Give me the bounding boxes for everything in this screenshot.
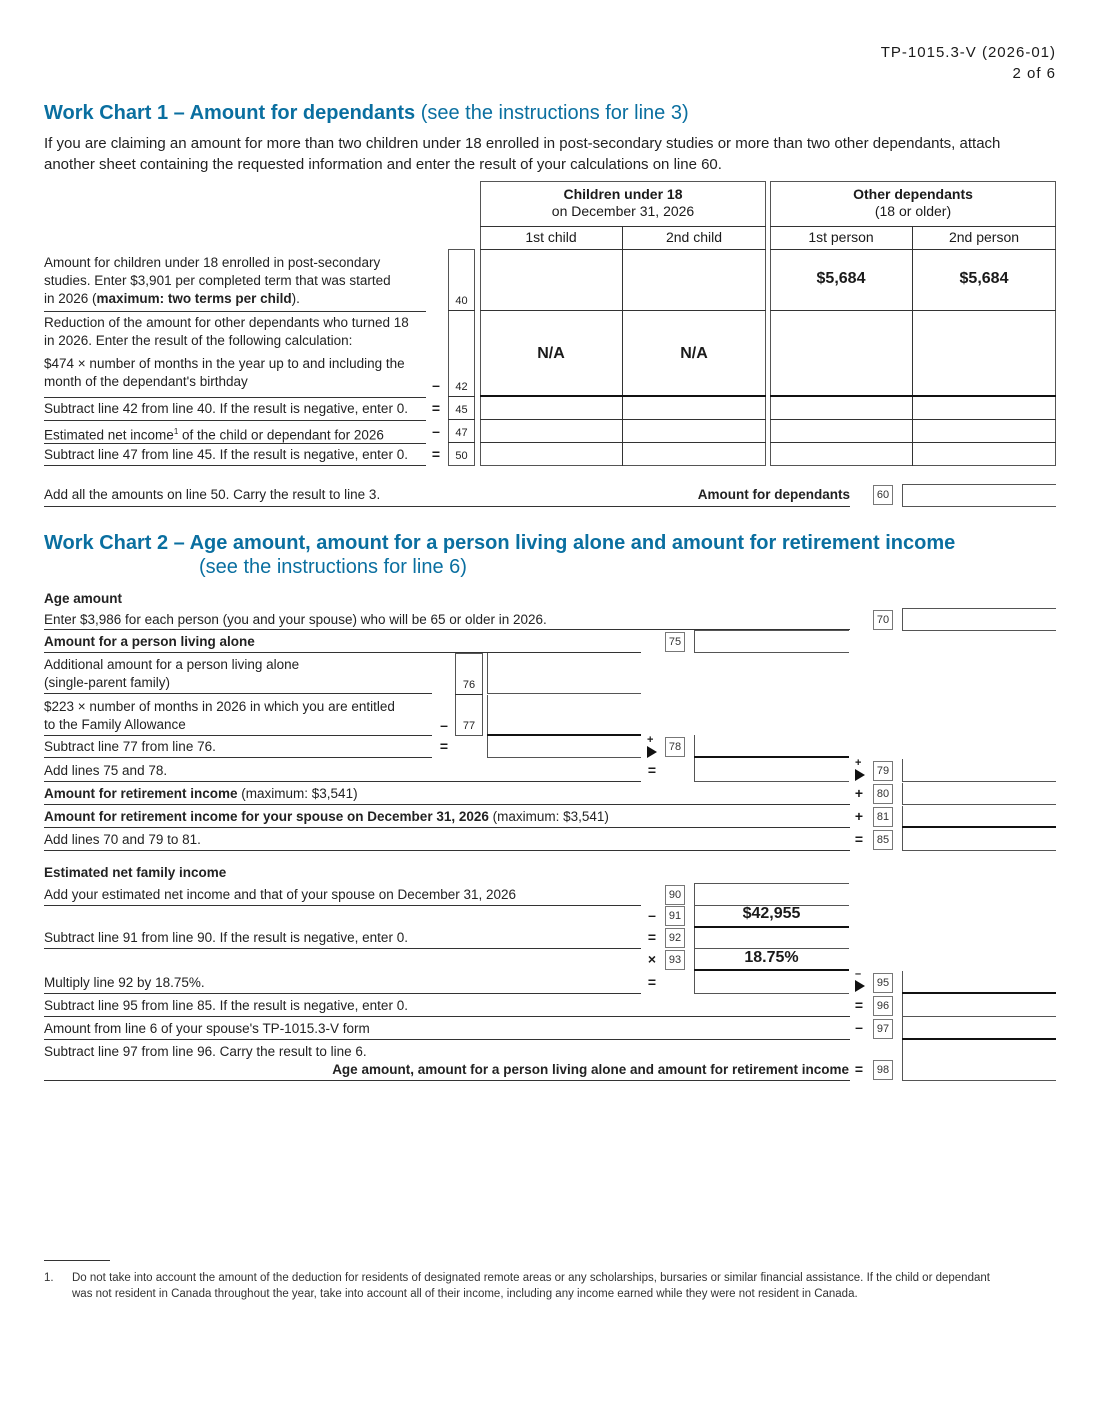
line85-input[interactable] [902, 828, 1056, 851]
line40-person1-value[interactable]: $5,684 [816, 270, 866, 287]
line-76-number: 76 [462, 679, 476, 691]
op-eq-79: = [647, 762, 657, 778]
chart1-title: Work Chart 1 – Amount for dependants (see the instructions for line 3) [44, 102, 689, 124]
carry-arrow-95-icon [855, 980, 865, 992]
op-minus-42: – [432, 377, 440, 393]
line47-child1-input[interactable] [481, 420, 622, 442]
line-50-number: 50 [455, 450, 468, 462]
line81-input[interactable] [902, 806, 1056, 828]
line42-child1-value: N/A [537, 345, 565, 362]
line-60-number: 60 [873, 485, 893, 505]
line92-input[interactable] [694, 928, 849, 949]
line90-label: Add your estimated net income and that of your spouse on December 31, 2026 [44, 887, 517, 902]
line-98-number: 98 [873, 1060, 893, 1080]
line95-result-input[interactable] [694, 971, 849, 994]
op-eq-98: = [854, 1061, 864, 1077]
line96-input[interactable] [902, 994, 1056, 1017]
line90-input[interactable] [694, 883, 849, 906]
line-96-number: 96 [873, 996, 893, 1016]
line-75-number: 75 [665, 632, 685, 652]
line-80-number: 80 [873, 784, 893, 804]
op-minus-47: – [432, 423, 440, 439]
op-eq-96: = [854, 997, 864, 1013]
line93-value: 18.75% [744, 949, 799, 966]
line42-child2-value: N/A [680, 345, 708, 362]
line70-input[interactable] [902, 608, 1056, 631]
plus-mark-79: + [855, 757, 862, 769]
op-times-93: × [647, 951, 657, 967]
line-93-number: 93 [665, 950, 685, 970]
line78-label: Subtract line 77 from line 76. [44, 739, 216, 754]
chart1-intro: If you are claiming an amount for more than two children under 18 enrolled in post-secondary studies or more than two other dependants, attach another sheet containing the requested information and enter the result of your calculations on line 60. [44, 135, 1001, 173]
op-minus-91: – [648, 907, 656, 923]
carry-arrow-icon [647, 746, 657, 758]
line42-person2-input[interactable] [913, 311, 1055, 395]
line-95-number: 95 [873, 973, 893, 993]
income-heading: Estimated net family income [44, 865, 227, 880]
footnote-text: Do not take into account the amount of the deduction for residents of designated remote areas or any scholarships, bursaries or similar financial assistance. If the child or dependant was not resident in Canada throughout the year, take into account all of their income, including any income earned while they were not resident in Canada. [72, 1272, 990, 1300]
col-1st-person: 1st person [808, 229, 874, 245]
line95-label: Multiply line 92 by 18.75%. [44, 975, 205, 990]
line-85-number: 85 [873, 830, 893, 850]
line79-sum-input[interactable] [694, 758, 849, 782]
line-78-number: 78 [665, 737, 685, 757]
line47-child2-input[interactable] [623, 420, 765, 442]
line-79-number: 79 [873, 761, 893, 781]
line78-result-input[interactable] [487, 736, 641, 758]
op-plus-80: + [854, 785, 864, 801]
minus-mark-95: – [855, 968, 862, 980]
line98-label-b: Age amount, amount for a person living alone and amount for retirement income [332, 1062, 849, 1077]
col-2nd-person: 2nd person [948, 229, 1020, 245]
op-minus-77: – [440, 717, 448, 733]
line80-label: Amount for retirement income (maximum: $3,541) [44, 786, 358, 801]
col-2nd-child: 2nd child [665, 229, 723, 245]
line96-label: Subtract line 95 from line 85. If the result is negative, enter 0. [44, 998, 408, 1013]
col-1st-child: 1st child [525, 229, 577, 245]
line91-value[interactable]: $42,955 [742, 905, 801, 922]
line-90-number: 90 [665, 885, 685, 905]
age-amount-heading: Age amount [44, 591, 123, 606]
dependants-header: Other dependants (18 or older) [853, 186, 973, 219]
line95-input[interactable] [902, 971, 1056, 994]
line40-child1-input[interactable] [481, 250, 622, 310]
line-40-number: 40 [455, 295, 468, 307]
line76-input[interactable] [487, 653, 641, 694]
line47-person2-input[interactable] [913, 420, 1055, 442]
form-code [881, 42, 1056, 84]
line-70-number: 70 [873, 610, 893, 630]
line-47-number: 47 [455, 427, 468, 439]
line98-input[interactable] [902, 1040, 1056, 1081]
footnote-number: 1. [44, 1272, 54, 1284]
line75-input[interactable] [694, 630, 849, 653]
line85-label: Add lines 70 and 79 to 81. [44, 832, 201, 847]
line40-child2-input[interactable] [623, 250, 765, 310]
line-97-number: 97 [873, 1019, 893, 1039]
line-77-number: 77 [462, 720, 476, 732]
line70-label: Enter $3,986 for each person (you and your spouse) who will be 65 or older in 2026. [44, 612, 547, 627]
line-91-number: 91 [665, 906, 685, 926]
line81-label: Amount for retirement income for your spouse on December 31, 2026 (maximum: $3,541) [44, 809, 609, 824]
line79-input[interactable] [902, 759, 1056, 782]
carry-arrow-79-icon [855, 769, 865, 781]
form-number: TP-1015.3-V (2026-01) [880, 44, 1056, 61]
line97-input[interactable] [902, 1017, 1056, 1040]
op-minus-97: – [855, 1019, 863, 1035]
line42-person1-input[interactable] [771, 311, 912, 395]
chart2-title: Work Chart 2 – Age amount, amount for a person living alone and amount for retirement income (see the instructions for line 6) [44, 532, 956, 578]
page-number: 2 of 6 [1012, 65, 1056, 82]
line50-label: Subtract line 47 from line 45. If the result is negative, enter 0. [44, 447, 408, 462]
line60-input[interactable] [902, 484, 1056, 507]
op-plus-81: + [854, 808, 864, 824]
line45-label: Subtract line 42 from line 40. If the result is negative, enter 0. [44, 401, 408, 416]
op-eq-85: = [854, 831, 864, 847]
line97-label: Amount from line 6 of your spouse's TP-1015.3-V form [44, 1021, 370, 1036]
line77-input[interactable] [487, 695, 641, 736]
op-eq-45: = [431, 400, 441, 416]
line80-input[interactable] [902, 783, 1056, 805]
line75-label: Amount for a person living alone [44, 634, 255, 649]
line76-label: Additional amount for a person living alone (single-parent family) [44, 657, 300, 690]
line-92-number: 92 [665, 928, 685, 948]
op-eq-78: = [439, 738, 449, 754]
line92-label: Subtract line 91 from line 90. If the result is negative, enter 0. [44, 930, 408, 945]
line40-label: Amount for children under 18 enrolled in post-secondary studies. Enter $3,901 per completed term that was started in 2026 (maximum: two terms per child). [44, 255, 391, 306]
line-42-number: 42 [455, 381, 468, 393]
line78-input[interactable] [694, 735, 849, 758]
line79-label: Add lines 75 and 78. [44, 763, 168, 778]
op-eq-95a: = [647, 974, 657, 990]
line47-person1-input[interactable] [771, 420, 912, 442]
children-header: Children under 18 on December 31, 2026 [551, 186, 695, 219]
line42-label: Reduction of the amount for other dependants who turned 18 in 2026. Enter the result of the following calculation: $474 × number of months in the year up to and including the month of the dependant's birthday [44, 315, 409, 389]
line40-person2-value[interactable]: $5,684 [959, 270, 1009, 287]
op-eq-50: = [431, 446, 441, 462]
line60-label: Add all the amounts on line 50. Carry the result to line 3. [44, 487, 381, 502]
amount-for-dependants-label: Amount for dependants [697, 487, 850, 502]
line98-label-a: Subtract line 97 from line 96. Carry the result to line 6. [44, 1044, 367, 1059]
op-eq-92: = [647, 929, 657, 945]
line77-label: $223 × number of months in 2026 in which you are entitled to the Family Allowance [44, 699, 395, 732]
plus-mark-78: + [647, 734, 654, 746]
line47-label: Estimated net income$^1$ of the child or dependant for 2026 [44, 427, 384, 443]
line-81-number: 81 [873, 807, 893, 827]
line-45-number: 45 [455, 404, 468, 416]
